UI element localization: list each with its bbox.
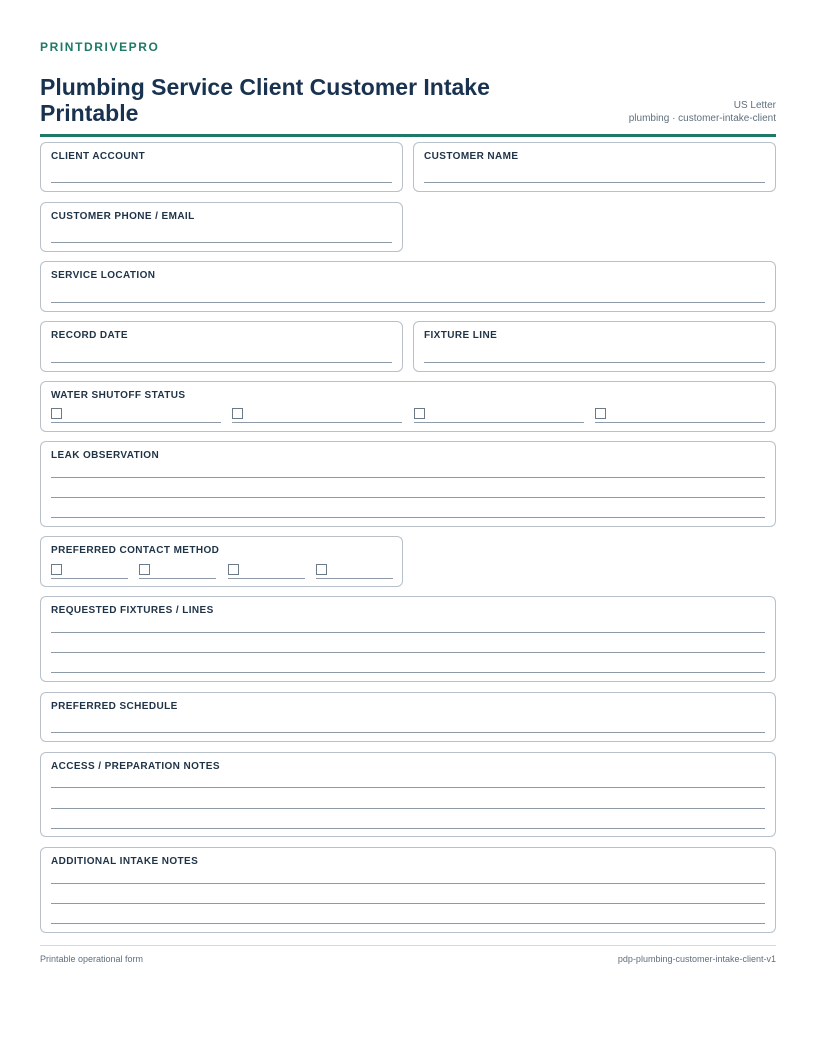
field-label: RECORD DATE xyxy=(51,330,128,341)
field-preferred-contact-method xyxy=(40,536,403,587)
write-line[interactable] xyxy=(51,497,765,498)
form-slug: plumbing · customer-intake-client xyxy=(628,113,776,124)
checkbox-option[interactable] xyxy=(595,408,765,423)
write-line[interactable] xyxy=(51,302,765,303)
field-label: SERVICE LOCATION xyxy=(51,270,156,281)
checkbox[interactable] xyxy=(51,564,62,575)
paper-size: US Letter xyxy=(733,100,776,111)
checkbox-option[interactable] xyxy=(139,564,216,579)
page-title: Plumbing Service Client Customer Intake Printable xyxy=(40,74,490,126)
write-line[interactable] xyxy=(51,242,392,243)
write-line[interactable] xyxy=(51,672,765,673)
form-identifier: pdp-plumbing-customer-intake-client-v1 xyxy=(617,954,776,964)
checkbox[interactable] xyxy=(228,564,239,575)
checkbox[interactable] xyxy=(316,564,327,575)
page-footer xyxy=(40,945,776,964)
write-line[interactable] xyxy=(51,362,392,363)
field-requested-fixtures-lines xyxy=(40,596,776,682)
checkbox[interactable] xyxy=(595,408,606,419)
field-preferred-schedule xyxy=(40,692,776,742)
field-water-shutoff-status xyxy=(40,381,776,432)
field-client-account xyxy=(40,142,403,192)
form-page xyxy=(40,40,776,137)
brand-name: PRINTDRIVEPRO xyxy=(40,40,160,54)
checkbox[interactable] xyxy=(139,564,150,575)
field-label: PREFERRED SCHEDULE xyxy=(51,701,178,712)
field-label: WATER SHUTOFF STATUS xyxy=(51,390,186,401)
field-label: CUSTOMER NAME xyxy=(424,151,519,162)
field-customer-phone-email xyxy=(40,202,403,252)
write-line[interactable] xyxy=(424,182,765,183)
write-line[interactable] xyxy=(51,477,765,478)
write-line[interactable] xyxy=(424,362,765,363)
write-line[interactable] xyxy=(51,182,392,183)
field-fixture-line xyxy=(413,321,776,372)
field-label: CLIENT ACCOUNT xyxy=(51,151,146,162)
field-label: FIXTURE LINE xyxy=(424,330,498,341)
write-line[interactable] xyxy=(51,632,765,633)
write-line[interactable] xyxy=(51,828,765,829)
field-leak-observation xyxy=(40,441,776,527)
checkbox[interactable] xyxy=(414,408,425,419)
write-line[interactable] xyxy=(51,903,765,904)
checkbox[interactable] xyxy=(232,408,243,419)
write-line[interactable] xyxy=(51,923,765,924)
checkbox[interactable] xyxy=(51,408,62,419)
checkbox-option[interactable] xyxy=(232,408,402,423)
write-line[interactable] xyxy=(51,808,765,809)
checkbox-option[interactable] xyxy=(51,564,128,579)
field-label: ACCESS / PREPARATION NOTES xyxy=(51,761,220,772)
field-label: PREFERRED CONTACT METHOD xyxy=(51,545,220,556)
checkbox-option[interactable] xyxy=(51,408,221,423)
form-header xyxy=(40,55,776,137)
field-access-preparation-notes xyxy=(40,752,776,837)
write-line[interactable] xyxy=(51,652,765,653)
write-line[interactable] xyxy=(51,787,765,788)
field-additional-intake-notes xyxy=(40,847,776,933)
field-label: REQUESTED FIXTURES / LINES xyxy=(51,605,214,616)
checkbox-option[interactable] xyxy=(228,564,305,579)
field-label: CUSTOMER PHONE / EMAIL xyxy=(51,211,195,222)
field-label: LEAK OBSERVATION xyxy=(51,450,160,461)
field-label: ADDITIONAL INTAKE NOTES xyxy=(51,856,199,867)
field-record-date xyxy=(40,321,403,372)
write-line[interactable] xyxy=(51,732,765,733)
checkbox-option[interactable] xyxy=(414,408,584,423)
write-line[interactable] xyxy=(51,517,765,518)
document-meta xyxy=(629,99,776,125)
checkbox-option[interactable] xyxy=(316,564,393,579)
write-line[interactable] xyxy=(51,883,765,884)
footer-description: Printable operational form xyxy=(40,954,144,964)
field-service-location xyxy=(40,261,776,312)
field-customer-name xyxy=(413,142,776,192)
